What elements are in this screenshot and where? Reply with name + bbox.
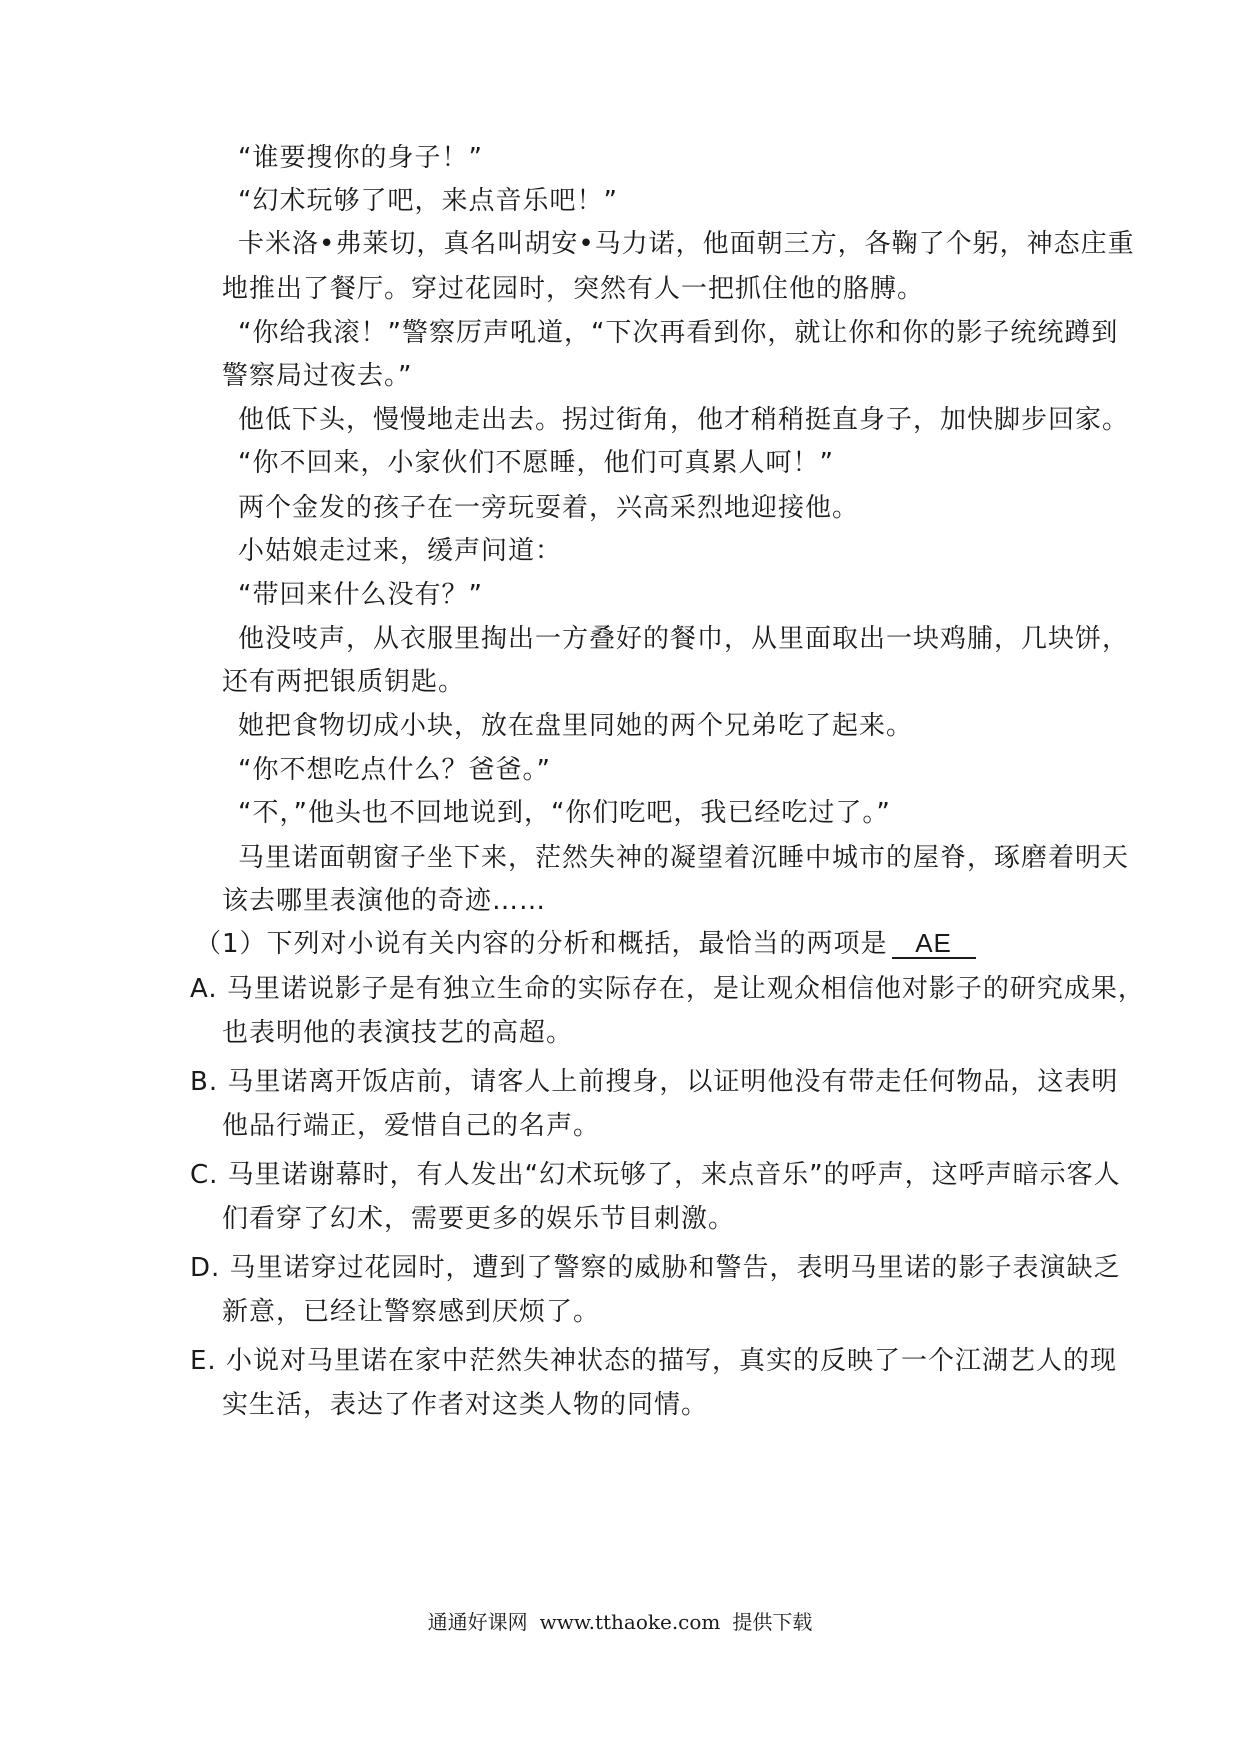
paragraph-continuation: 还有两把银质钥匙。 [222, 667, 466, 697]
option-c: C. 马里诺谢幕时，有人发出“幻术玩够了，来点音乐”的呼声，这呼声暗示客人 [190, 1160, 1121, 1190]
paragraph: 小姑娘走过来，缓声问道： [238, 536, 563, 566]
paragraph: 她把食物切成小块，放在盘里同她的两个兄弟吃了起来。 [238, 711, 914, 741]
paragraph: “带回来什么没有？” [238, 580, 483, 610]
paragraph: “谁要搜你的身子！” [238, 143, 483, 173]
option-b: B. 马里诺离开饭店前，请客人上前搜身，以证明他没有带走任何物品，这表明 [190, 1067, 1119, 1097]
paragraph-continuation: 警察局过夜去。” [222, 361, 413, 391]
paragraph: “不，”他头也不回地说到，“你们吃吧，我已经吃过了。” [238, 798, 891, 828]
paragraph: 他没吱声，从衣服里掏出一方叠好的餐巾，从里面取出一块鸡脯，几块饼， [238, 624, 1130, 654]
paragraph: 两个金发的孩子在一旁玩耍着，兴高采烈地迎接他。 [238, 493, 860, 523]
option-d: D. 马里诺穿过花园时，遭到了警察的威胁和警告，表明马里诺的影子表演缺乏 [190, 1253, 1121, 1283]
option-e-continuation: 实生活，表达了作者对这类人物的同情。 [222, 1390, 709, 1420]
option-c-continuation: 们看穿了幻术，需要更多的娱乐节目刺激。 [222, 1204, 736, 1234]
question-text: （1）下列对小说有关内容的分析和概括，最恰当的两项是 [195, 929, 888, 959]
paragraph: “你不想吃点什么？爸爸。” [238, 755, 551, 785]
paragraph-continuation: 该去哪里表演他的奇迹…… [222, 886, 547, 916]
paragraph: 马里诺面朝窗子坐下来，茫然失神的凝望着沉睡中城市的屋脊，琢磨着明天 [238, 843, 1130, 873]
option-b-continuation: 他品行端正，爱惜自己的名声。 [222, 1111, 601, 1141]
footer-url[interactable]: www.tthaoke.com [539, 1610, 721, 1634]
paragraph-continuation: 地推出了餐厅。穿过花园时，突然有人一把抓住他的胳膊。 [222, 274, 925, 304]
paragraph: 卡米洛•弗莱切，真名叫胡安•马力诺，他面朝三方，各鞠了个躬，神态庄重 [238, 229, 1135, 259]
option-e: E. 小说对马里诺在家中茫然失神状态的描写，真实的反映了一个江湖艺人的现 [190, 1346, 1117, 1376]
answer-blank: AE [892, 929, 976, 959]
paragraph: “你不回来，小家伙们不愿睡，他们可真累人呵！” [238, 448, 834, 478]
paragraph: “幻术玩够了吧，来点音乐吧！” [238, 186, 618, 216]
question-prompt [195, 929, 976, 959]
option-d-continuation: 新意，已经让警察感到厌烦了。 [222, 1297, 601, 1327]
option-a-continuation: 也表明他的表演技艺的高超。 [222, 1018, 574, 1048]
footer-site-name: 通通好课网 [427, 1610, 528, 1634]
option-a: A. 马里诺说影子是有独立生命的实际存在，是让观众相信他对影子的研究成果， [190, 974, 1145, 1004]
footer-note: 提供下载 [732, 1610, 813, 1634]
page-footer [0, 1610, 1240, 1634]
paragraph: “你给我滚！”警察厉声吼道，“下次再看到你，就让你和你的影子统统蹲到 [238, 318, 1119, 348]
paragraph: 他低下头，慢慢地走出去。拐过街角，他才稍稍挺直身子，加快脚步回家。 [238, 405, 1130, 435]
